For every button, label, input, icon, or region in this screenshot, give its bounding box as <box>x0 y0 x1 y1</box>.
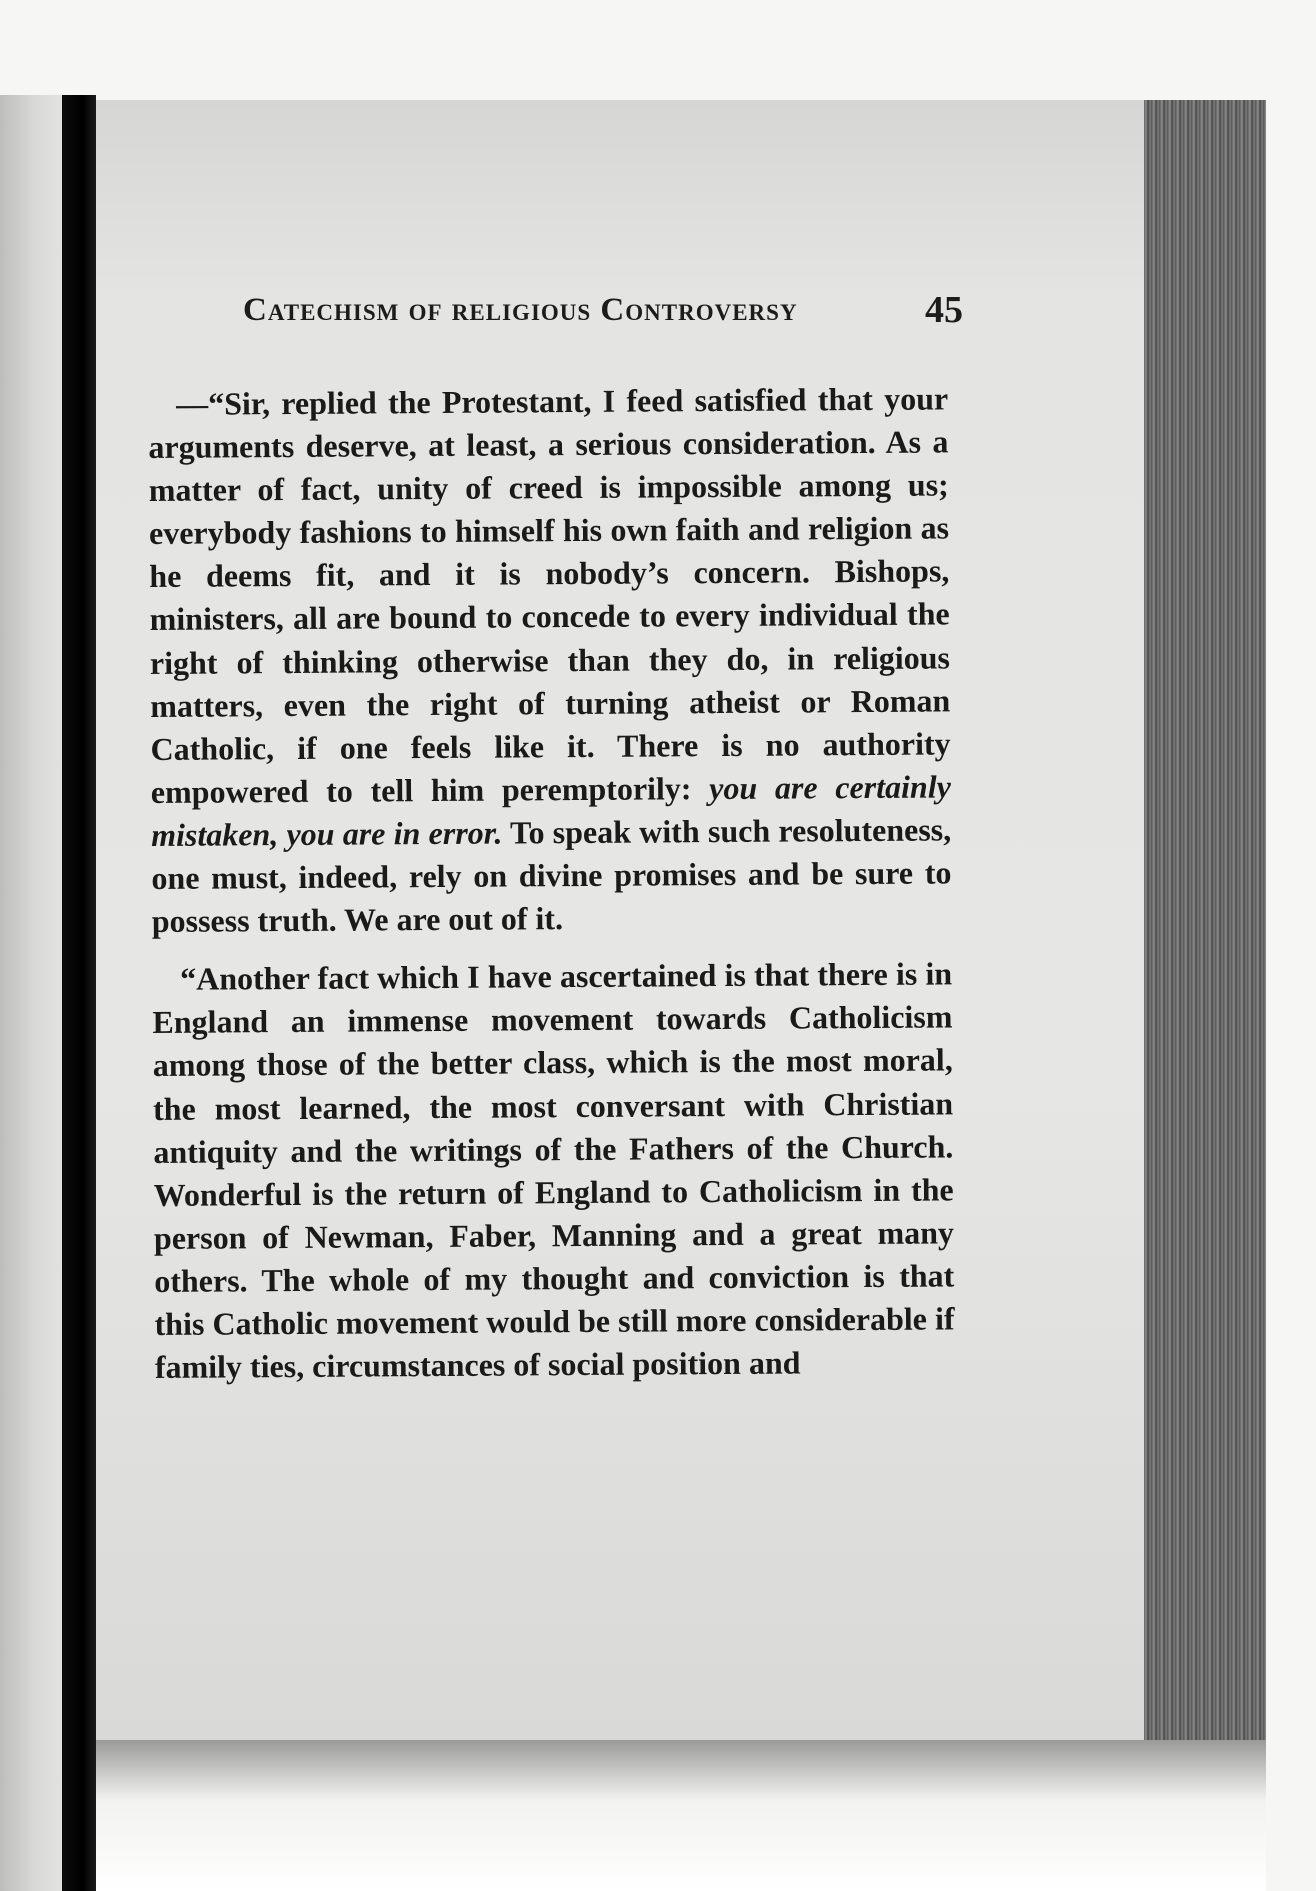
paragraph-2: “Another fact which I have ascertained is that there is in England an immense movement towards Catholicism among those of the better class, which is the most moral, the most learned, the most conversant with Christian antiquity and the writings of the Fathers of the Church. Wonderful is the return of England to Catholicism in the person of Newman, Faber, Manning and a great many others. The whole of my thought and conviction is that this Catholic movement would be still more considerable if family ties, circumstances of social position and <box>152 955 955 1386</box>
paragraph-1 <box>148 377 952 943</box>
paragraph-1-text-a: —“Sir, replied the Protestant, I feed satisfied that your arguments deserve, at least, a serious consideration. As a matter of fact, unity of creed is impossible among us; everybody fashions to himself his own faith and religion as he deems fit, and it is nobody’s concern. Bishops, ministers, all are bound to concede to every individual the right of thinking otherwise than they do, in religious matters, even the right of turning atheist or Roman Catholic, if one feels like it. There is no authority empowered to tell him peremptorily: <box>148 380 951 810</box>
page-bottom-shadow <box>96 1740 1266 1891</box>
body-text <box>148 377 955 1389</box>
book-fore-edge <box>1144 100 1266 1745</box>
page-number: 45 <box>925 289 963 331</box>
running-title: Catechism of religious Controversy <box>243 292 798 328</box>
running-header <box>243 289 963 352</box>
facing-page-edge <box>0 95 62 1891</box>
book-gutter <box>62 95 96 1891</box>
paragraph-1-emphasis: you are certainly mistaken, you are in error. <box>151 768 951 853</box>
paragraph-1-text-b: To speak with such resoluteness, one must, indeed, rely on divine promises and be sure to possess truth. We are out of it. <box>151 811 952 940</box>
